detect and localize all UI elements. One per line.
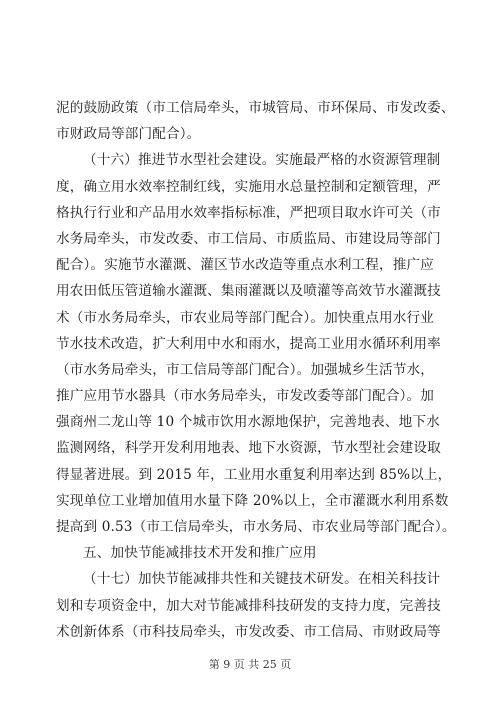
text-line: 节水技术改造，扩大利用中水和雨水，提高工业用水循环利用率 [56,335,441,352]
text-line: 术创新体系（市科技局牵头，市发改委、市工信局、市财政局等 [56,623,441,640]
text-line: 市财政局等部门配合）。 [56,126,201,143]
section-heading-16: （十六）推进节水型社会建设。实施最严格的水资源管理制 [83,152,441,169]
text-line: 实现单位工业增加值用水量下降 20%以上，全市灌溉水利用系数 [56,492,449,509]
text-line: 度，确立用水效率控制红线，实施用水总量控制和定额管理，严 [56,178,441,195]
chapter-heading: 五、加快节能减排技术开发和推广应用 [83,545,317,562]
page-number-footer: 第 9 页 共 25 页 [208,658,292,671]
text-line: 格执行行业和产品用水效率指标标准，严把项目取水许可关（市 [56,204,441,221]
section-heading-17: （十七）加快节能减排共性和关键技术研发。在相关科技计 [83,571,441,588]
text-line: 水务局牵头，市发改委、市工信局、市质监局、市建设局等部门 [56,230,441,247]
text-line: 得显著进展。到 2015 年，工业用水重复利用率达到 85%以上， [56,466,452,483]
text-line: 配合）。实施节水灌溉、灌区节水改造等重点水利工程，推广应 [56,257,435,274]
text-line: 用农田低压管道输水灌溉、集雨灌溉以及喷灌等高效节水灌溉技 [56,283,441,300]
text-line: 提高到 0.53（市工信局牵头，市水务局、市农业局等部门配合）。 [56,519,456,535]
text-line: 推广应用节水器具（市水务局牵头，市发改委等部门配合）。加 [56,388,435,405]
text-line: 术（市水务局牵头，市农业局等部门配合）。加快重点用水行业 [56,309,435,326]
text-line: （市水务局牵头，市工信局等部门配合）。加强城乡生活节水， [56,361,435,378]
text-line: 强商州二龙山等 10 个城市饮用水源地保护，完善地表、地下水 [56,414,440,431]
text-line: 泥的鼓励政策（市工信局牵头，市城管局、市环保局、市发改委、 [56,100,455,116]
text-line: 划和专项资金中，加大对节能减排科技研发的支持力度，完善技 [56,597,441,614]
document-body [56,95,456,645]
text-line: 监测网络，科学开发利用地表、地下水资源，节水型社会建设取 [56,440,441,457]
